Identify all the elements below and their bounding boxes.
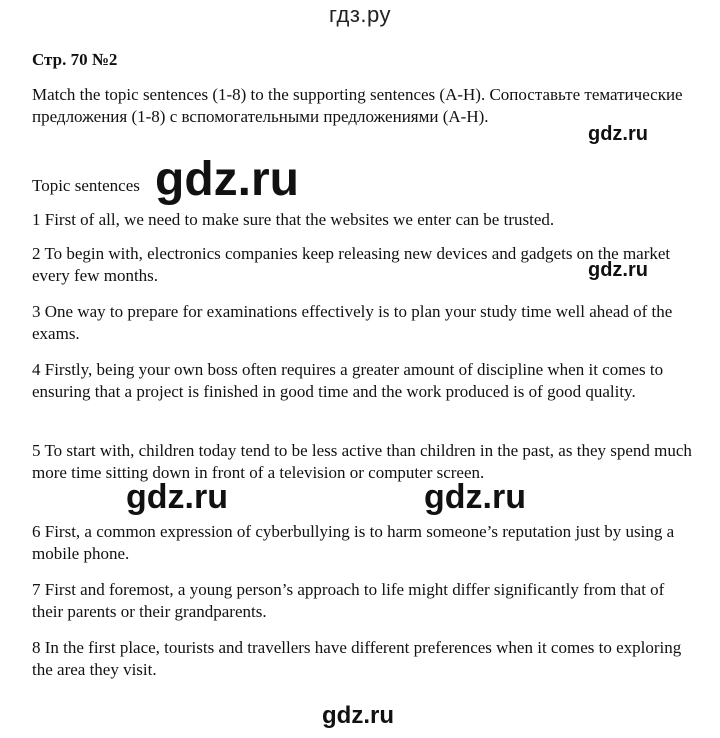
watermark-logo: gdz.ru (588, 259, 648, 281)
topic-sentence-5: 5 To start with, children today tend to be less active than children in the past, as they spend much more time sitting down in front of a television or computer screen. (32, 441, 692, 482)
watermark-logo: gdz.ru (155, 153, 299, 206)
topic-sentence-3: 3 One way to prepare for examinations effectively is to plan your study time well ahead of the exams. (32, 302, 673, 343)
topic-sentence-4: 4 Firstly, being your own boss often requires a greater amount of discipline when it comes to ensuring that a project is finished in good time and the work produced is of good quality. (32, 360, 664, 401)
watermark-logo: gdz.ru (322, 702, 394, 729)
site-header: гдз.ру (328, 2, 392, 27)
topic-sentence-2: 2 To begin with, electronics companies keep releasing new devices and gadgets on the market every few months. (32, 244, 671, 285)
topic-sentence-1: 1 First of all, we need to make sure that the websites we enter can be trusted. (32, 210, 555, 229)
watermark-logo: gdz.ru (424, 478, 526, 516)
topic-sentence-8: 8 In the first place, tourists and travellers have different preferences when it comes to exploring the area they visit. (32, 638, 682, 679)
topic-sentence-6: 6 First, a common expression of cyberbullying is to harm someone’s reputation just by using a mobile phone. (32, 522, 675, 563)
topic-sentence-7: 7 First and foremost, a young person’s approach to life might differ significantly from that of their parents or their grandparents. (32, 580, 665, 621)
section-label: Topic sentences (32, 176, 140, 195)
watermark-logo: gdz.ru (588, 123, 648, 145)
watermark-logo: gdz.ru (126, 478, 228, 516)
page-reference: Стр. 70 №2 (32, 50, 118, 69)
instruction-text: Match the topic sentences (1-8) to the supporting sentences (A-H). Сопоставьте тематические предложения (1-8) с вспомогательными предложениями (A-H). (32, 85, 683, 126)
